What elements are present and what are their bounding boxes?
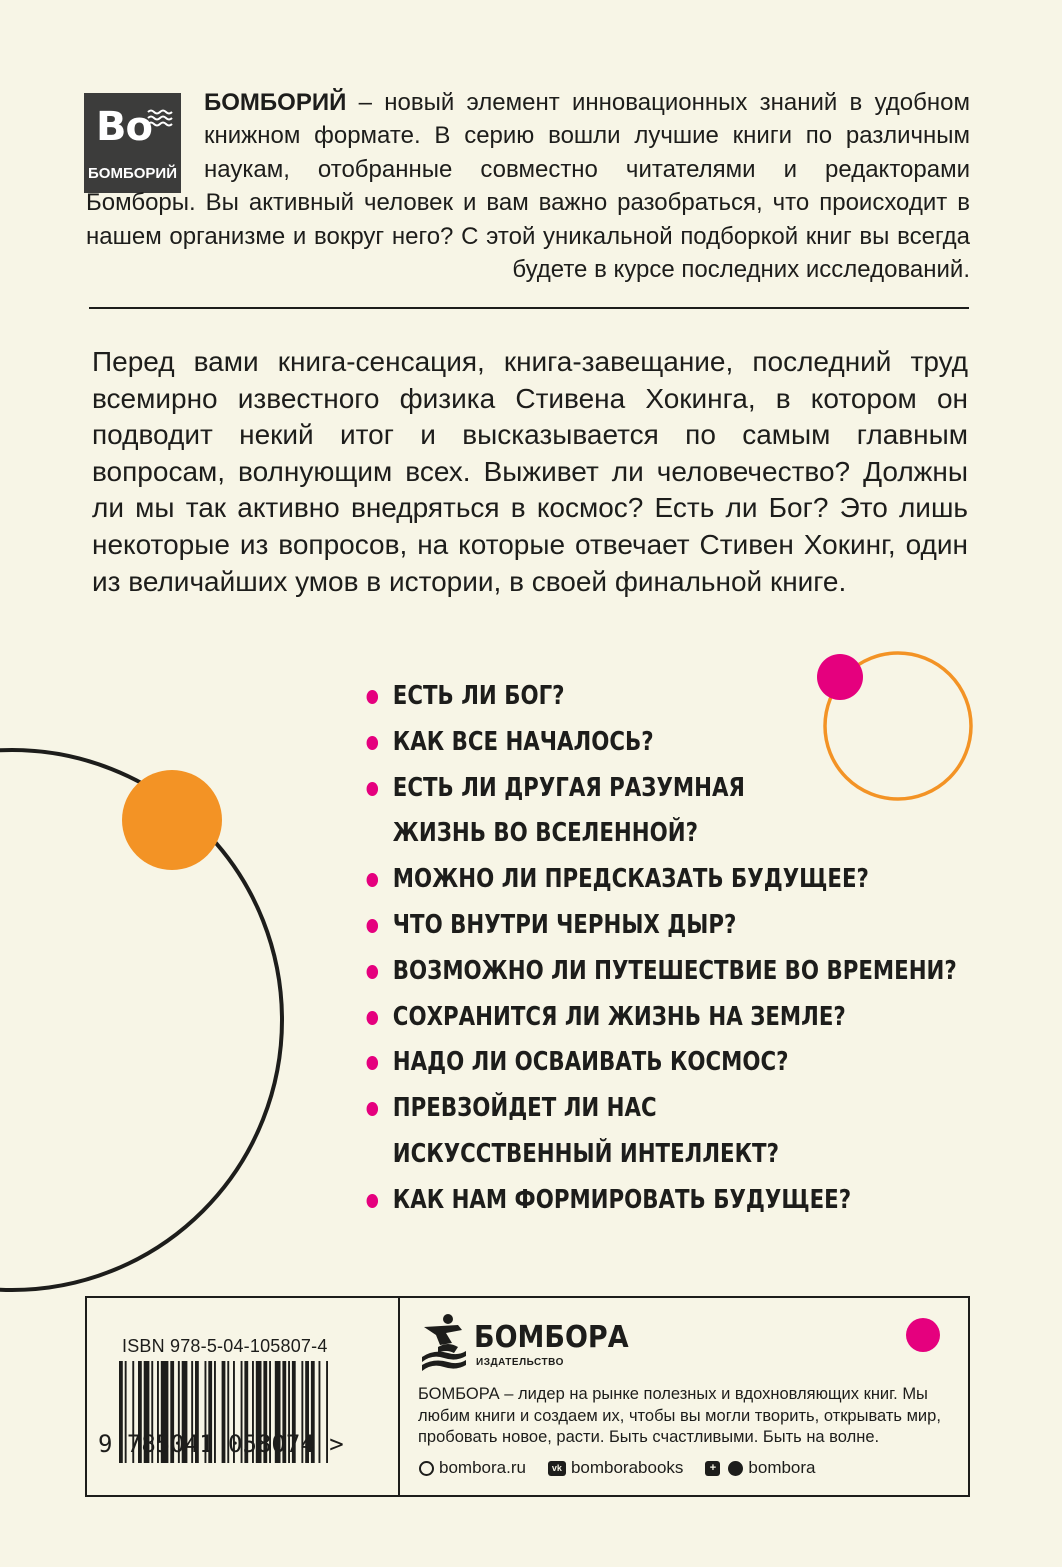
- question-line: КАК ВСЕ НАЧАЛОСЬ?: [392, 726, 654, 757]
- publisher-subtitle: ИЗДАТЕЛЬСТВО: [476, 1357, 564, 1368]
- bombora-surfer-icon: [418, 1313, 470, 1371]
- globe-icon: [419, 1461, 434, 1476]
- question-line: ЧТО ВНУТРИ ЧЕРНЫХ ДЫР?: [392, 909, 737, 940]
- social-label: bombora.ru: [439, 1458, 526, 1477]
- question-item: [360, 995, 901, 1041]
- vk-icon: vk: [548, 1461, 566, 1476]
- question-item: [360, 903, 901, 949]
- question-line: ЕСТЬ ЛИ ДРУГАЯ РАЗУМНАЯ: [392, 772, 745, 803]
- bullet-dot-icon: [367, 1102, 378, 1116]
- telegram-icon: [728, 1461, 743, 1476]
- bullet-dot-icon: [367, 1194, 378, 1208]
- social-links: [419, 1456, 838, 1480]
- question-line: ВОЗМОЖНО ЛИ ПУТЕШЕСТВИЕ ВО ВРЕМЕНИ?: [392, 955, 957, 986]
- question-line: МОЖНО ЛИ ПРЕДСКАЗАТЬ БУДУЩЕЕ?: [392, 864, 869, 895]
- bullet-dot-icon: [367, 1011, 378, 1025]
- social-link-messenger[interactable]: [705, 1458, 815, 1478]
- bullet-dot-icon: [367, 736, 378, 750]
- bullet-dot-icon: [367, 782, 378, 796]
- series-brand: БОМБОРИЙ: [204, 89, 347, 116]
- barcode-digits: 9 785041 058074 >: [98, 1430, 344, 1458]
- question-line: ПРЕВЗОЙДЕТ ЛИ НАС: [392, 1093, 657, 1124]
- orange-planet: [122, 770, 222, 870]
- isbn-number: ISBN 978-5-04-105807-4: [122, 1336, 328, 1356]
- large-black-orbit: [0, 750, 282, 1290]
- logo-mark: Bo: [96, 104, 152, 150]
- bullet-dot-icon: [367, 690, 378, 704]
- bullet-dot-icon: [367, 1056, 378, 1070]
- book-description: Перед вами книга-сенсация, книга-завещание, последний труд всемирно известного физика Стивена Хокинга, в котором он подводит некий итог и высказывается по самым главным вопросам, волнующим всех. Выживет ли человечество? Должны ли мы так активно внедряться в космос? Есть ли Бог? Это лишь некоторые из вопросов, на которые отвечает Стивен Хокинг, один из величайших умов в истории, в своей финальной книге.: [92, 346, 968, 597]
- publisher-name: БОМБОРА: [474, 1320, 629, 1355]
- publisher-description: БОМБОРА – лидер на рынке полезных и вдохновляющих книг. Мы любим книги и создаем их, чтобы вы могли творить, открывать мир, пробовать новое, расти. Быть счастливыми. Быть на волне.: [418, 1385, 941, 1446]
- questions-list: [360, 674, 1020, 1224]
- question-line: СОХРАНИТСЯ ЛИ ЖИЗНЬ НА ЗЕМЛЕ?: [392, 1001, 846, 1032]
- question-item: [360, 1086, 901, 1178]
- logo-subtitle: БОМБОРИЙ: [88, 165, 177, 182]
- bullet-dot-icon: [367, 919, 378, 933]
- social-link-website[interactable]: [419, 1458, 526, 1478]
- series-intro: [86, 86, 970, 286]
- question-item: [360, 766, 901, 858]
- social-label: bomborabooks: [570, 1458, 684, 1477]
- bullet-dot-icon: [367, 965, 378, 979]
- question-line: НАДО ЛИ ОСВАИВАТЬ КОСМОС?: [392, 1047, 789, 1078]
- question-item: [360, 720, 901, 766]
- bullet-dot-icon: [367, 873, 378, 887]
- question-line: ИСКУССТВЕННЫЙ ИНТЕЛЛЕКТ?: [392, 1138, 779, 1169]
- divider-line: [89, 307, 969, 309]
- question-line: ЖИЗНЬ ВО ВСЕЛЕННОЙ?: [392, 818, 698, 849]
- question-line: ЕСТЬ ЛИ БОГ?: [392, 681, 565, 711]
- social-link-vk[interactable]: [548, 1458, 683, 1478]
- pink-dot-decoration: [906, 1318, 940, 1352]
- question-item: [360, 1178, 901, 1224]
- question-item: [360, 949, 957, 995]
- plus-icon: +: [705, 1461, 720, 1476]
- question-item: [360, 1040, 901, 1086]
- question-item: [360, 857, 901, 903]
- frame-divider: [398, 1296, 400, 1497]
- social-label: bombora: [748, 1458, 816, 1477]
- series-intro-text: – новый элемент инновационных знаний в удобном книжном формате. В серию вошли лучшие книги по различным наукам, отобранные совместно читателями и редакторами Бомборы. Вы активный человек и вам важно разобраться, что происходит в нашем организме и вокруг него? С этой уникальной подборкой книг вы всегда будете в курсе последних исследований.: [86, 89, 970, 284]
- question-line: КАК НАМ ФОРМИРОВАТЬ БУДУЩЕЕ?: [392, 1184, 852, 1215]
- question-item: [360, 674, 901, 720]
